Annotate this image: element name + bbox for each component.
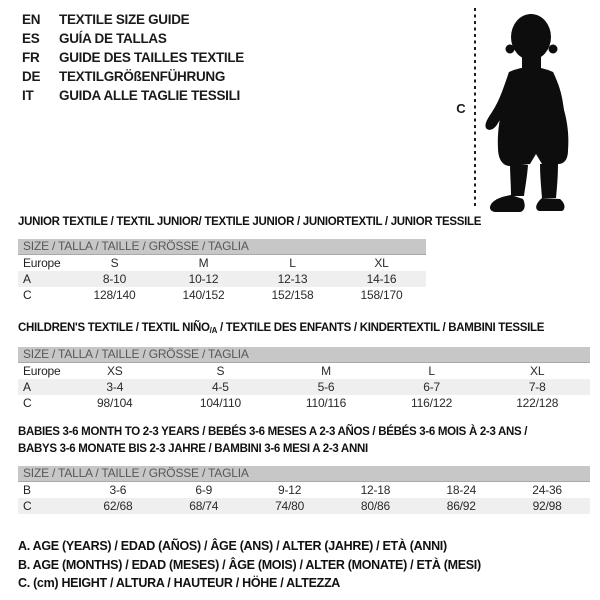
age-cell: 4-5 bbox=[212, 380, 229, 394]
row-label: B bbox=[23, 483, 31, 497]
table-row-europe bbox=[18, 255, 426, 271]
height-cell: 140/152 bbox=[182, 288, 225, 302]
row-label: C bbox=[23, 288, 32, 302]
footnote-age-months: B. AGE (MONTHS) / EDAD (MESES) / ÂGE (MOIS) / ALTER (MONATE) / ETÀ (MESI) bbox=[18, 557, 481, 572]
height-cell: 86/92 bbox=[446, 499, 476, 513]
table-row-age bbox=[18, 271, 426, 287]
footnote-height: C. (cm) HEIGHT / ALTURA / HAUTEUR / HÖHE / ALTEZZA bbox=[18, 576, 341, 590]
language-code: ES bbox=[22, 31, 40, 46]
height-cell: 98/104 bbox=[97, 396, 133, 410]
children-size-table bbox=[18, 347, 590, 411]
height-cell: 158/170 bbox=[360, 288, 403, 302]
children-title-subscript: /A bbox=[209, 326, 218, 335]
height-cell: 74/80 bbox=[275, 499, 305, 513]
size-header-band: SIZE / TALLA / TAILLE / GRÖSSE / TAGLIA bbox=[18, 239, 426, 255]
size-cell: S bbox=[216, 364, 225, 378]
children-title-suffix: / TEXTILE DES ENFANTS / KINDERTEXTIL / BAMBINI TESSILE bbox=[217, 322, 545, 334]
height-measure-dashed-line bbox=[474, 8, 476, 206]
language-code: EN bbox=[22, 12, 41, 27]
babies-title-line1: BABIES 3-6 MONTH TO 2-3 YEARS / BEBÉS 3-6 MESES A 2-3 AÑOS / BÉBÉS 3-6 MOIS À 2-3 ANS / bbox=[18, 426, 528, 438]
height-cell: 80/86 bbox=[360, 499, 390, 513]
footnote-age-years: A. AGE (YEARS) / EDAD (AÑOS) / ÂGE (ANS) / ALTER (JAHRE) / ETÀ (ANNI) bbox=[18, 539, 447, 553]
row-label: C bbox=[23, 396, 32, 410]
language-row-it bbox=[22, 86, 244, 105]
size-cell: L bbox=[428, 364, 435, 378]
guide-title: GUÍA DE TALLAS bbox=[59, 31, 167, 46]
size-cell: XS bbox=[106, 364, 123, 378]
row-label: A bbox=[23, 380, 31, 394]
size-cell: L bbox=[289, 256, 296, 270]
age-cell: 5-6 bbox=[317, 380, 335, 394]
language-row-fr bbox=[22, 48, 244, 67]
language-code: IT bbox=[22, 88, 34, 103]
junior-size-table bbox=[18, 239, 426, 303]
size-cell: S bbox=[110, 256, 119, 270]
height-cell: 104/110 bbox=[199, 396, 241, 410]
babies-table-title bbox=[18, 424, 527, 458]
guide-title: GUIDA ALLE TAGLIE TESSILI bbox=[59, 88, 240, 103]
age-cell: 3-6 bbox=[109, 483, 127, 497]
language-code: DE bbox=[22, 69, 41, 84]
height-cell: 62/68 bbox=[103, 499, 133, 513]
age-cell: 6-7 bbox=[423, 380, 440, 394]
height-cell: 110/116 bbox=[305, 396, 347, 410]
babies-title-line2: BABYS 3-6 MONATE BIS 2-3 JAHRE / BAMBINI 3-6 MESI A 2-3 ANNI bbox=[18, 443, 368, 455]
row-label: C bbox=[23, 499, 32, 513]
age-cell: 9-12 bbox=[277, 483, 302, 497]
guide-title: TEXTILE SIZE GUIDE bbox=[59, 12, 190, 27]
age-cell: 8-10 bbox=[102, 272, 127, 286]
row-label: Europe bbox=[23, 364, 61, 378]
table-row-age-months bbox=[18, 482, 590, 498]
language-title-list bbox=[22, 10, 244, 105]
language-row-es bbox=[22, 29, 244, 48]
language-code: FR bbox=[22, 50, 40, 65]
language-row-de bbox=[22, 67, 244, 86]
row-label: Europe bbox=[23, 256, 61, 270]
age-cell: 12-13 bbox=[277, 272, 308, 286]
age-cell: 7-8 bbox=[528, 380, 546, 394]
table-row-height bbox=[18, 395, 590, 411]
babies-size-table bbox=[18, 466, 590, 514]
table-row-height bbox=[18, 287, 426, 303]
age-cell: 14-16 bbox=[366, 272, 397, 286]
children-title-prefix: CHILDREN'S TEXTILE / TEXTIL NIÑO bbox=[18, 322, 210, 334]
language-row-en bbox=[22, 10, 244, 29]
height-cell: 92/98 bbox=[532, 499, 562, 513]
height-cell: 122/128 bbox=[516, 396, 559, 410]
table-row-age bbox=[18, 379, 590, 395]
size-cell: M bbox=[321, 364, 331, 378]
age-cell: 6-9 bbox=[195, 483, 213, 497]
height-cell: 152/158 bbox=[271, 288, 314, 302]
age-cell: 3-4 bbox=[106, 380, 124, 394]
children-table-title bbox=[18, 320, 544, 339]
table-row-height bbox=[18, 498, 590, 514]
row-label: A bbox=[23, 272, 31, 286]
height-measure-label: C bbox=[456, 101, 466, 116]
height-cell: 68/74 bbox=[189, 499, 219, 513]
age-cell: 24-36 bbox=[532, 483, 562, 497]
size-cell: XL bbox=[530, 364, 545, 378]
guide-title: TEXTILGRÖßENFÜHRUNG bbox=[59, 69, 226, 84]
height-cell: 116/122 bbox=[411, 396, 453, 410]
table-row-europe bbox=[18, 363, 590, 379]
size-header-band: SIZE / TALLA / TAILLE / GRÖSSE / TAGLIA bbox=[18, 466, 590, 482]
guide-title: GUIDE DES TAILLES TEXTILE bbox=[59, 50, 245, 65]
toddler-silhouette-icon bbox=[484, 6, 592, 214]
size-cell: M bbox=[198, 256, 209, 270]
height-cell: 128/140 bbox=[93, 288, 136, 302]
age-cell: 10-12 bbox=[188, 272, 219, 286]
junior-table-title: JUNIOR TEXTILE / TEXTIL JUNIOR/ TEXTILE JUNIOR / JUNIORTEXTIL / JUNIOR TESSILE bbox=[18, 216, 482, 228]
size-cell: XL bbox=[374, 256, 389, 270]
legend-footnotes bbox=[18, 537, 481, 593]
age-cell: 12-18 bbox=[360, 483, 391, 497]
size-header-band: SIZE / TALLA / TAILLE / GRÖSSE / TAGLIA bbox=[18, 347, 590, 363]
age-cell: 18-24 bbox=[446, 483, 477, 497]
